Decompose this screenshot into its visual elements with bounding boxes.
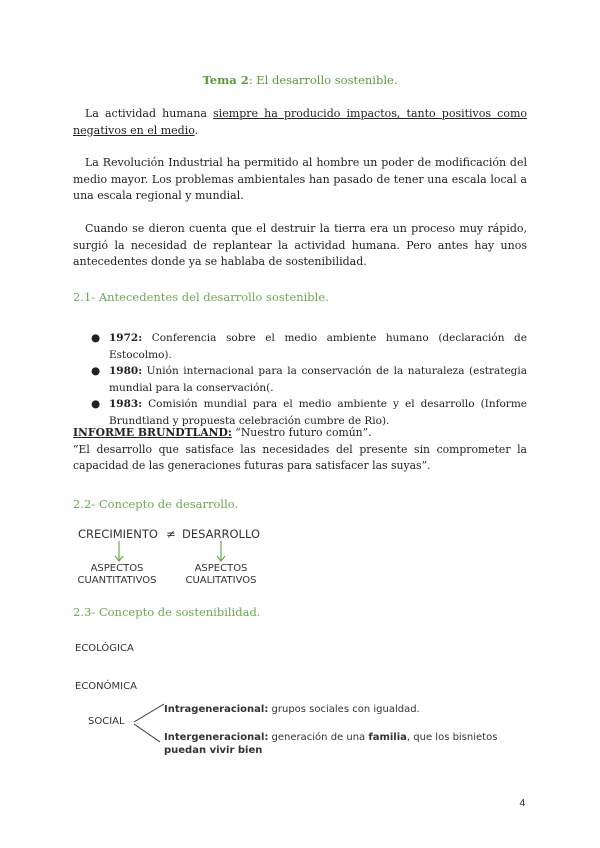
down-arrow-icon: [212, 540, 232, 565]
paragraph-2: La Revolución Industrial ha permitido al hombre un poder de modificación del medio mayor. Los problemas ambientales han pasado de tener una escala local a una escala regional y mundial.: [73, 156, 527, 202]
bullet-text: Comisión mundial para el medio ambiente y el desarrollo (Informe Brundtland y propuesta celebración cumbre de Rio).: [109, 398, 527, 427]
bullet-icon: ●: [91, 332, 101, 344]
right-sub-2: CUALITATIVOS: [185, 575, 257, 586]
branch-brace-icon: [128, 700, 168, 748]
intergeneracional-line: [164, 731, 497, 757]
bullet-icon: ●: [91, 365, 101, 377]
title-rest: : El desarrollo sostenible.: [248, 73, 398, 87]
section-heading-2-3: 2.3- Concepto de sostenibilidad.: [73, 605, 261, 619]
section-heading-2-1: 2.1- Antecedentes del desarrollo sostenible.: [73, 290, 329, 304]
informe-brundtland: [73, 425, 527, 475]
list-item: [91, 330, 527, 363]
intra-text: grupos sociales con igualdad.: [268, 704, 420, 715]
antecedentes-list: [91, 330, 527, 429]
down-arrow-icon: [110, 540, 130, 565]
inter-text-1: generación de una: [268, 732, 369, 743]
inter-line-2: puedan vivir bien: [164, 745, 263, 756]
paragraph-3: Cuando se dieron cuenta que el destruir la tierra era un proceso muy rápido, surgió la necesidad de replantear la actividad humana. Pero antes hay unos antecedentes donde ya se hablaba de sostenibilidad.: [73, 222, 527, 268]
diagram-desarrollo-label: DESARROLLO: [182, 527, 260, 541]
diagram-crecimiento-label: CRECIMIENTO: [78, 527, 158, 541]
list-item: [91, 363, 527, 396]
economica-label: ECONÓMICA: [75, 681, 137, 692]
bullet-year: 1983:: [109, 398, 143, 410]
informe-quote: “El desarrollo que satisface las necesidades del presente sin comprometer la capacidad de las generaciones futuras para satisfacer las suyas”.: [73, 442, 527, 472]
left-sub-2: CUANTITATIVOS: [77, 575, 157, 586]
social-label: SOCIAL: [88, 716, 125, 727]
bullet-text: Unión internacional para la conservación de la naturaleza (estrategia mundial para la conservación(.: [109, 365, 527, 394]
inter-text-2: , que los bisnietos: [406, 732, 498, 743]
bullet-year: 1980:: [109, 365, 143, 377]
informe-subtitle: “Nuestro futuro común”.: [231, 426, 372, 439]
page-number: 4: [519, 798, 525, 809]
paragraph-1: [73, 106, 527, 139]
para1-underlined: siempre ha producido impactos, tanto positivos como negativos en el medio: [73, 107, 527, 137]
ecologica-label: ECOLÓGICA: [75, 643, 134, 654]
left-sub-1: ASPECTOS: [90, 563, 144, 574]
aspectos-cuantitativos: [72, 563, 162, 587]
title-bold: Tema 2: [202, 73, 249, 87]
intra-label: Intrageneracional:: [164, 704, 269, 715]
intrageneracional-line: [164, 704, 420, 715]
bullet-year: 1972:: [109, 332, 143, 344]
informe-label: INFORME BRUNDTLAND:: [73, 426, 232, 439]
inter-familia: familia: [368, 732, 407, 743]
para1-before: La actividad humana: [85, 107, 214, 120]
page-title: [0, 73, 600, 87]
bullet-icon: ●: [91, 398, 101, 410]
section-heading-2-2: 2.2- Concepto de desarrollo.: [73, 497, 239, 511]
inter-label: Intergeneracional:: [164, 732, 269, 743]
right-sub-1: ASPECTOS: [194, 563, 248, 574]
aspectos-cualitativos: [176, 563, 266, 587]
para1-after: .: [194, 123, 199, 137]
neq-symbol: ≠: [166, 527, 176, 541]
bullet-text: Conferencia sobre el medio ambiente humano (declaración de Estocolmo).: [109, 332, 527, 361]
